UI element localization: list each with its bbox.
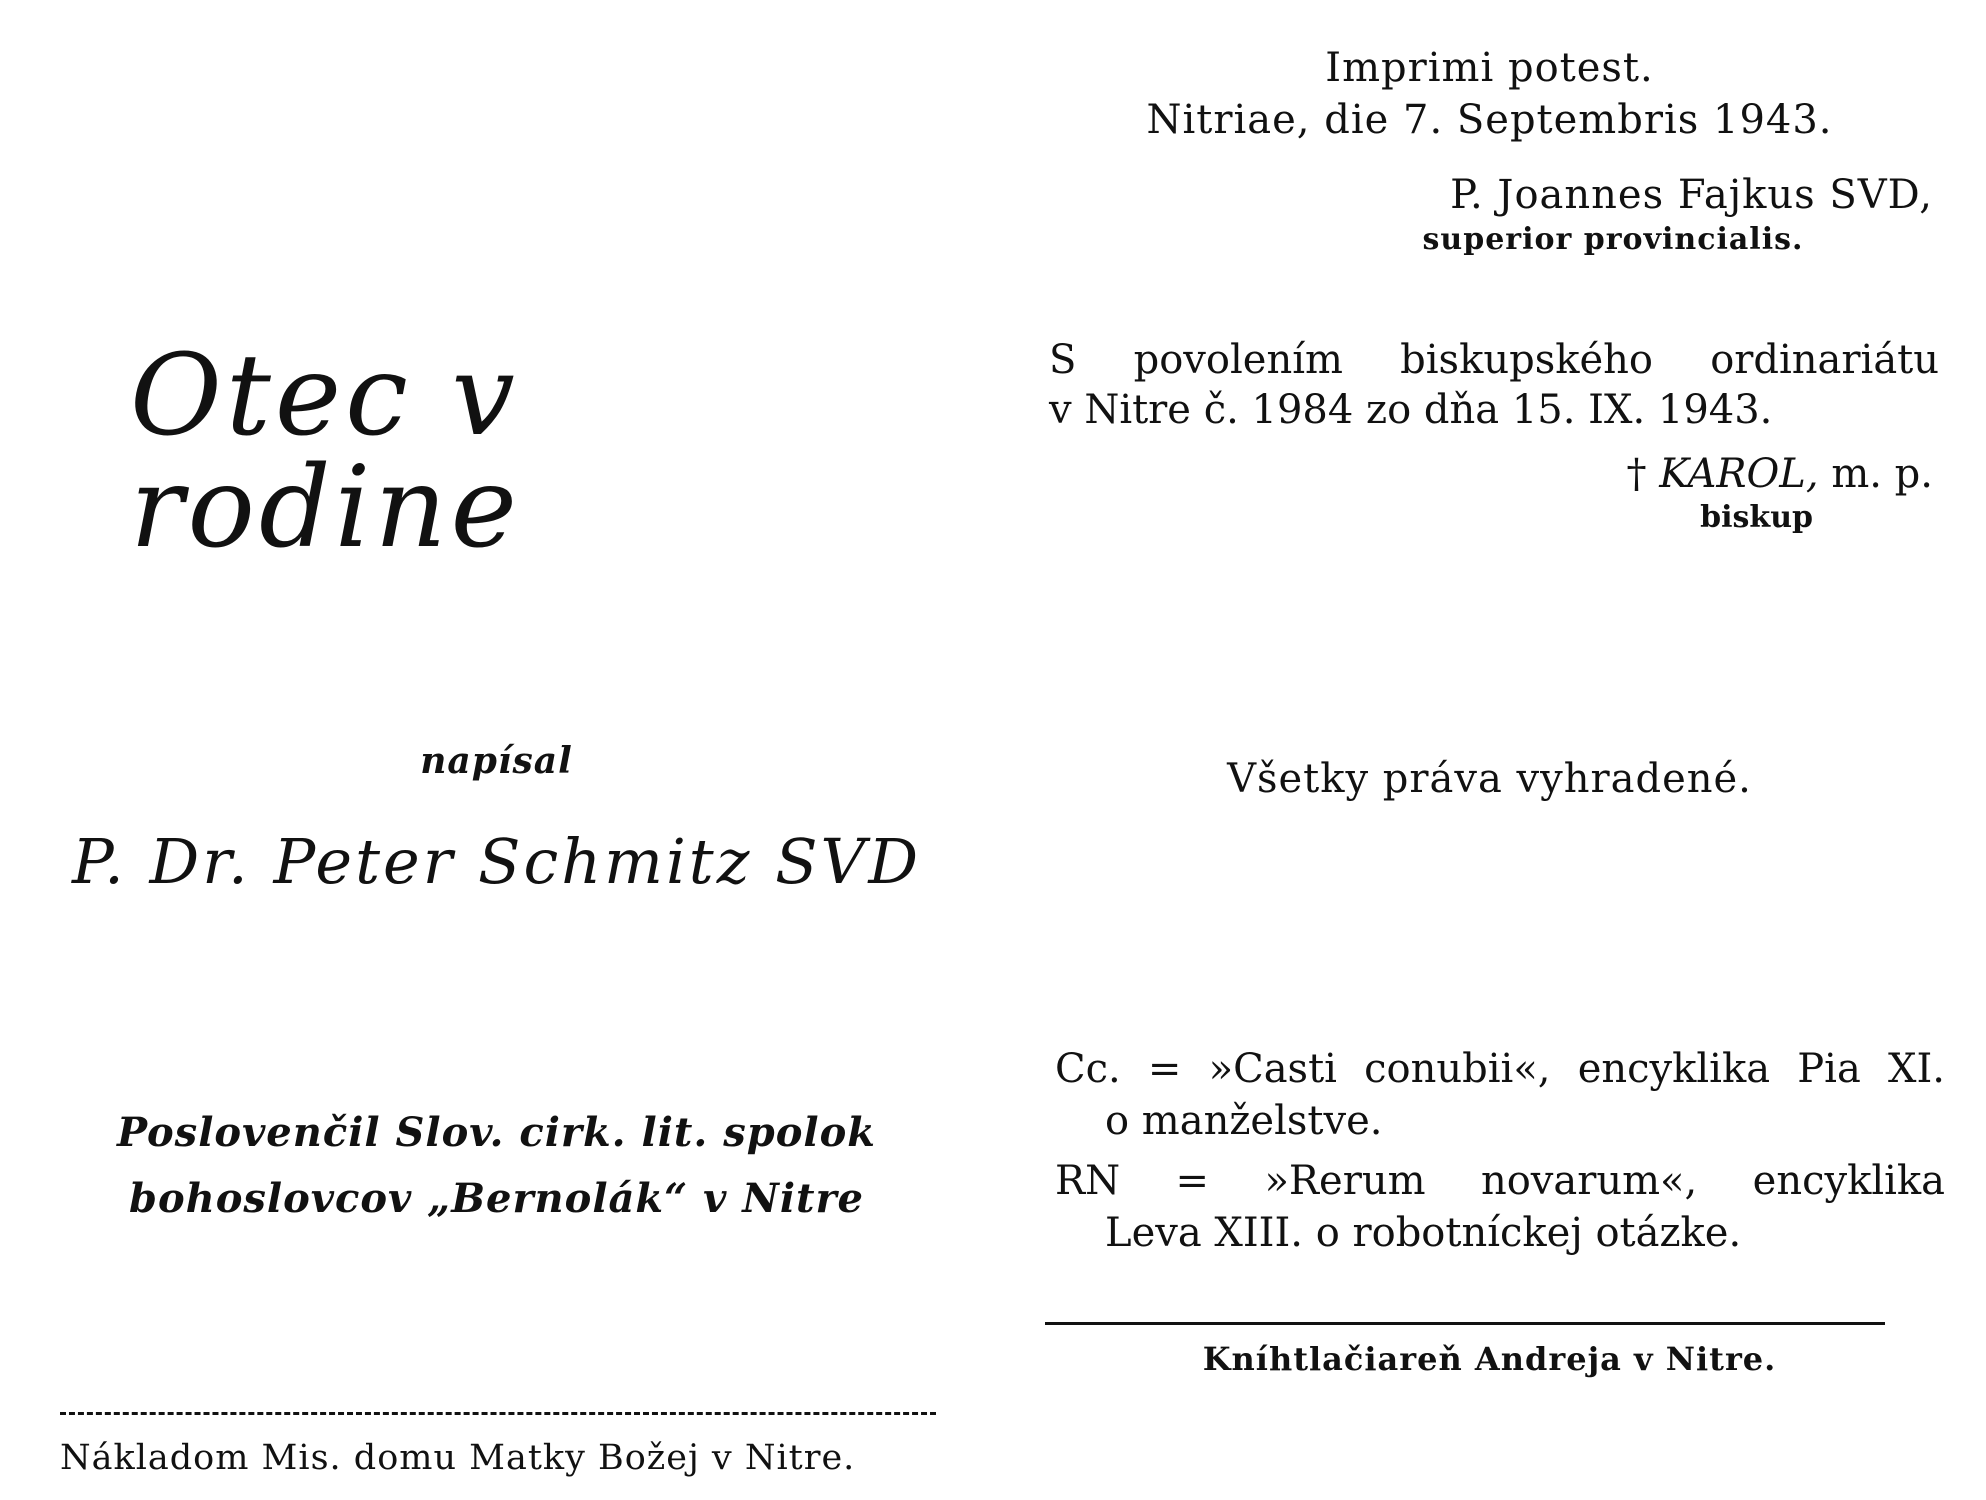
superior-title: superior provincialis.: [1422, 222, 1804, 257]
book-title: Otec v rodine: [130, 331, 521, 573]
bishop-signature: [1393, 450, 1933, 538]
printer-divider: [1045, 1322, 1885, 1325]
abbreviation-rn: [1055, 1155, 1945, 1259]
bishop-title: biskup: [1700, 500, 1813, 535]
ordinariate-permission: [1049, 335, 1939, 435]
bishop-name: KAROL,: [1659, 451, 1819, 497]
abbreviation-line: RN = »Rerum novarum«, encyklika: [1055, 1158, 1945, 1204]
right-page: [993, 0, 1986, 1500]
printer-line: Kníhtlačiareň Andreja v Nitre.: [1202, 1340, 1777, 1378]
abbreviation-cc: [1055, 1043, 1945, 1147]
superior-name: P. Joannes Fajkus SVD,: [1450, 172, 1933, 218]
imprimi-line: Nitriae, die 7. Septembris 1943.: [1146, 97, 1833, 143]
permission-line: v Nitre č. 1984 zo dňa 15. IX. 1943.: [1049, 387, 1773, 433]
byline-label: napísal: [420, 740, 573, 782]
permission-line: S povolením biskupského ordinariátu: [1049, 337, 1939, 383]
imprimi-line: Imprimi potest.: [1325, 45, 1654, 91]
bishop-name-line: [1393, 450, 1933, 498]
abbreviation-line: Cc. = »Casti conubii«, encyklika Pia XI.: [1055, 1046, 1945, 1092]
publisher-line: Nákladom Mis. domu Matky Božej v Nitre.: [60, 1438, 856, 1478]
bishop-suffix: m. p.: [1831, 451, 1933, 497]
superior-signature: [1393, 170, 1933, 260]
translator-line: Poslovenčil Slov. cirk. lit. spolok: [116, 1109, 877, 1156]
translator-credit: [0, 1100, 993, 1232]
imprimi-potest: [993, 42, 1986, 146]
cross-symbol: †: [1626, 451, 1647, 497]
abbreviation-continuation: Leva XIII. o robotníckej otázke.: [1105, 1210, 1742, 1256]
rights-reserved: Všetky práva vyhradené.: [1227, 756, 1752, 802]
author-name: P. Dr. Peter Schmitz SVD: [71, 825, 922, 898]
translator-line: bohoslovcov „Bernolák“ v Nitre: [128, 1175, 865, 1222]
abbreviation-continuation: o manželstve.: [1105, 1098, 1383, 1144]
publisher-divider: [60, 1412, 936, 1415]
